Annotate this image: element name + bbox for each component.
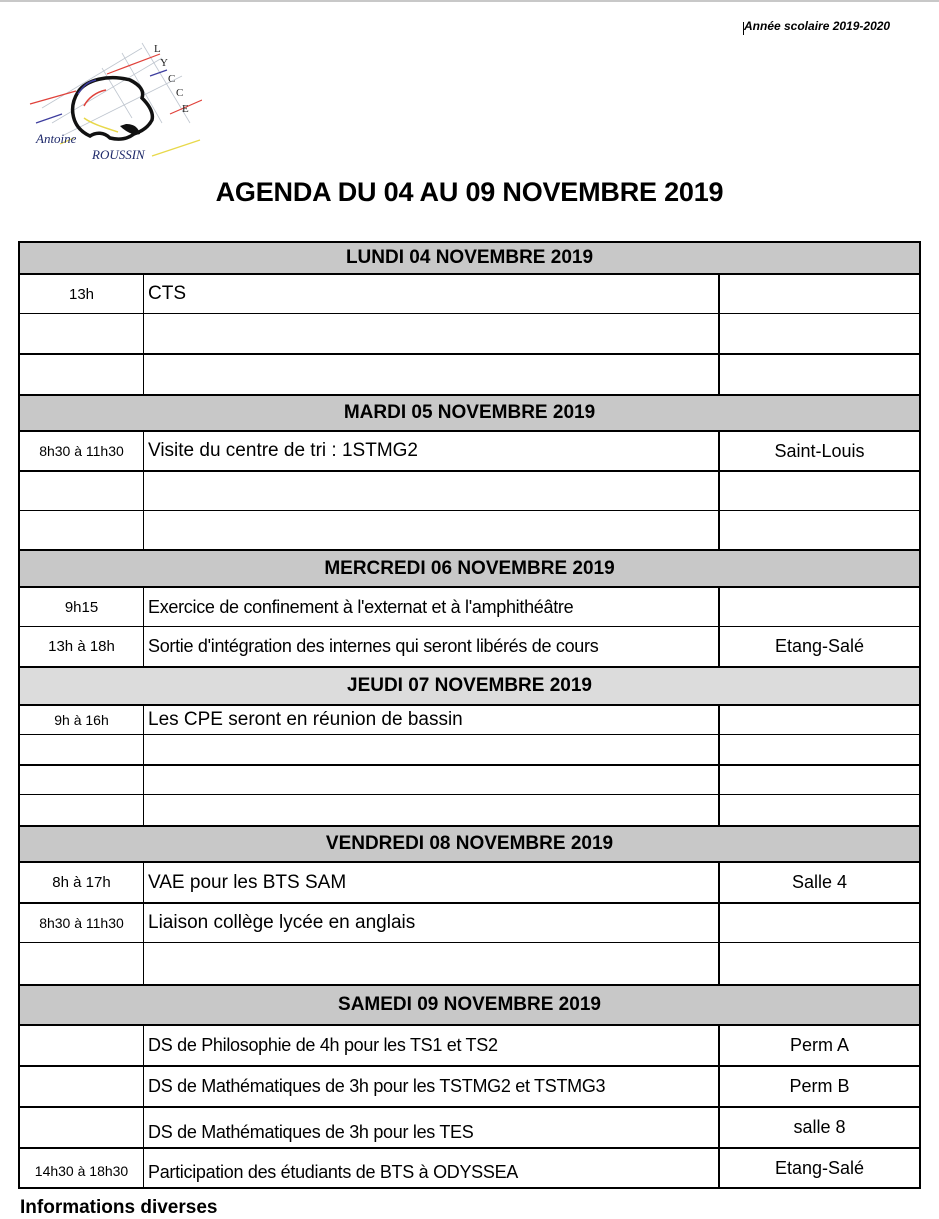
location-cell: Saint-Louis bbox=[774, 440, 865, 461]
time-cell bbox=[20, 1067, 144, 1106]
table-bottom-border bbox=[18, 1187, 921, 1189]
day-header-jeudi bbox=[18, 666, 921, 704]
top-border bbox=[0, 0, 939, 2]
description-cell bbox=[144, 472, 720, 510]
location-cell bbox=[720, 275, 919, 313]
description-cell bbox=[144, 766, 720, 794]
time-cell: 9h15 bbox=[20, 588, 144, 626]
table-row bbox=[18, 794, 921, 825]
location-cell bbox=[720, 355, 919, 394]
svg-text:Y: Y bbox=[160, 57, 168, 69]
lycee-roussin-logo-icon bbox=[22, 28, 202, 163]
location-cell bbox=[720, 588, 919, 626]
description-cell: Sortie d'intégration des internes qui seront libérés de cours bbox=[144, 627, 720, 666]
location-cell: Salle 4 bbox=[791, 872, 848, 892]
day-label: JEUDI 07 NOVEMBRE 2019 bbox=[347, 675, 592, 696]
location-cell bbox=[720, 735, 919, 764]
description-cell bbox=[144, 511, 720, 549]
table-row bbox=[18, 626, 921, 666]
table-row bbox=[18, 313, 921, 353]
table-row bbox=[18, 734, 921, 764]
location-cell: Perm A bbox=[789, 1035, 850, 1055]
description-cell: CTS bbox=[144, 275, 720, 313]
day-header-samedi bbox=[18, 984, 921, 1024]
table-row bbox=[18, 764, 921, 794]
svg-text:C: C bbox=[168, 73, 176, 85]
location-cell bbox=[720, 904, 919, 942]
description-cell bbox=[144, 795, 720, 825]
location-cell bbox=[720, 795, 919, 825]
description-cell bbox=[144, 355, 720, 394]
time-cell bbox=[20, 795, 144, 825]
school-logo bbox=[22, 28, 202, 163]
location-cell bbox=[720, 511, 919, 549]
table-row bbox=[18, 1065, 921, 1106]
location-cell bbox=[720, 766, 919, 794]
description-cell: Exercice de confinement à l'externat et à l'amphithéâtre bbox=[144, 588, 720, 626]
time-cell: 8h30 à 11h30 bbox=[20, 904, 144, 942]
time-cell bbox=[20, 766, 144, 794]
table-row bbox=[18, 1147, 921, 1187]
description-cell bbox=[144, 314, 720, 353]
day-label: LUNDI 04 NOVEMBRE 2019 bbox=[345, 247, 594, 268]
description-cell bbox=[144, 735, 720, 764]
time-cell: 13h bbox=[20, 275, 144, 313]
description-cell: VAE pour les BTS SAM bbox=[144, 863, 720, 902]
table-row bbox=[18, 1024, 921, 1065]
table-row bbox=[18, 942, 921, 984]
table-row bbox=[18, 430, 921, 470]
table-row bbox=[18, 1106, 921, 1147]
day-header-mercredi bbox=[18, 549, 921, 586]
location-cell bbox=[720, 314, 919, 353]
day-label: SAMEDI 09 NOVEMBRE 2019 bbox=[338, 994, 601, 1015]
day-header-mardi bbox=[18, 394, 921, 430]
table-row bbox=[18, 861, 921, 902]
description-cell: DS de Mathématiques de 3h pour les TES bbox=[144, 1108, 720, 1147]
svg-text:C: C bbox=[176, 87, 184, 99]
table-row bbox=[18, 586, 921, 626]
location-cell: salle 8 bbox=[793, 1117, 846, 1137]
description-cell: Liaison collège lycée en anglais bbox=[144, 904, 720, 942]
time-cell: 13h à 18h bbox=[20, 627, 144, 666]
day-label: MARDI 05 NOVEMBRE 2019 bbox=[343, 402, 596, 423]
location-cell: Etang-Salé bbox=[774, 636, 865, 656]
description-cell: Participation des étudiants de BTS à ODYSSEA bbox=[144, 1149, 720, 1187]
footer-partial-heading: Informations diverses bbox=[20, 1197, 218, 1218]
table-row bbox=[18, 902, 921, 942]
description-cell: Les CPE seront en réunion de bassin bbox=[144, 706, 720, 734]
school-year: Année scolaire 2019-2020 bbox=[744, 19, 891, 33]
time-cell: 9h à 16h bbox=[20, 706, 144, 734]
page-title: AGENDA DU 04 AU 09 NOVEMBRE 2019 bbox=[215, 177, 724, 207]
day-label: MERCREDI 06 NOVEMBRE 2019 bbox=[324, 557, 615, 579]
svg-text:L: L bbox=[154, 43, 161, 55]
svg-text:Antoine: Antoine bbox=[36, 131, 77, 146]
location-cell bbox=[720, 943, 919, 984]
table-row bbox=[18, 353, 921, 394]
description-cell: DS de Philosophie de 4h pour les TS1 et TS2 bbox=[144, 1026, 720, 1065]
location-cell: Etang-Salé bbox=[774, 1158, 865, 1178]
location-cell bbox=[720, 472, 919, 510]
time-cell bbox=[20, 1108, 144, 1147]
table-row bbox=[18, 470, 921, 510]
time-cell: 14h30 à 18h30 bbox=[20, 1149, 144, 1187]
time-cell bbox=[20, 472, 144, 510]
description-cell bbox=[144, 943, 720, 984]
time-cell bbox=[20, 511, 144, 549]
day-header-vendredi bbox=[18, 825, 921, 861]
time-cell: 8h à 17h bbox=[20, 863, 144, 902]
table-row bbox=[18, 510, 921, 549]
description-cell: Visite du centre de tri : 1STMG2 bbox=[144, 432, 720, 470]
time-cell: 8h30 à 11h30 bbox=[20, 432, 144, 470]
table-row bbox=[18, 273, 921, 313]
day-header-lundi bbox=[18, 241, 921, 273]
location-cell: Perm B bbox=[789, 1076, 850, 1096]
time-cell bbox=[20, 1026, 144, 1065]
agenda-table bbox=[18, 241, 921, 1188]
table-row bbox=[18, 704, 921, 734]
time-cell bbox=[20, 314, 144, 353]
description-cell: DS de Mathématiques de 3h pour les TSTMG2 et TSTMG3 bbox=[144, 1067, 720, 1106]
time-cell bbox=[20, 943, 144, 984]
time-cell bbox=[20, 735, 144, 764]
svg-text:E: E bbox=[182, 103, 189, 115]
time-cell bbox=[20, 355, 144, 394]
location-cell bbox=[720, 706, 919, 734]
svg-text:ROUSSIN: ROUSSIN bbox=[92, 147, 145, 162]
day-label: VENDREDI 08 NOVEMBRE 2019 bbox=[325, 833, 614, 854]
